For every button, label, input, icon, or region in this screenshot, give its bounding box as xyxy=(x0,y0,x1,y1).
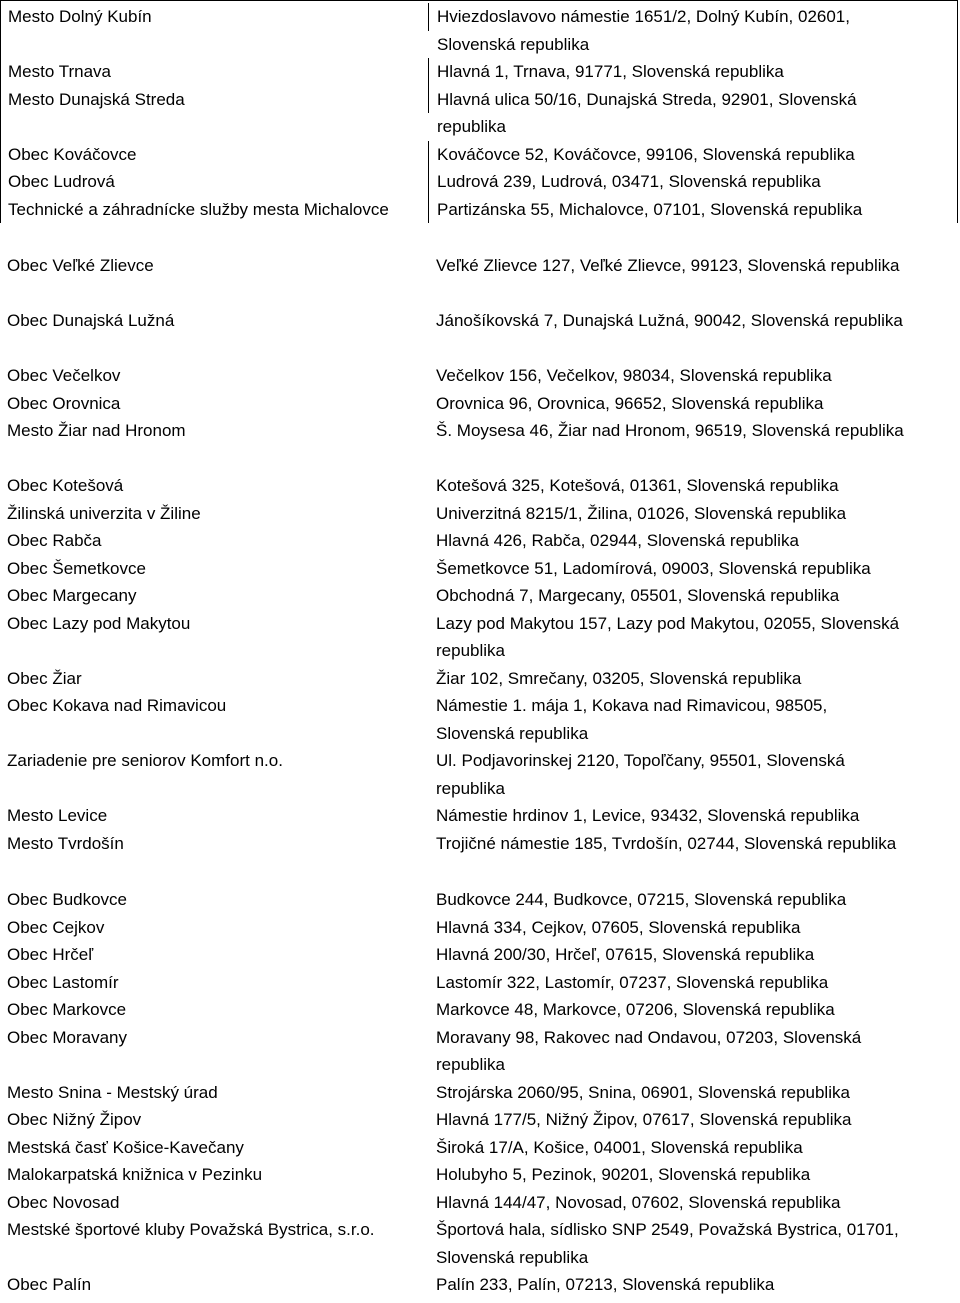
organization-address: Námestie 1. mája 1, Kokava nad Rimavicou, 98505, Slovenská republika xyxy=(436,696,828,743)
table-row xyxy=(1,196,957,224)
table-row xyxy=(0,1216,958,1271)
table-row xyxy=(0,692,958,747)
organization-address: Hlavná 144/47, Novosad, 07602, Slovenská republika xyxy=(436,1192,841,1212)
organization-name: Obec Hrčeľ xyxy=(7,945,94,964)
organization-name: Malokarpatská knižnica v Pezinku xyxy=(7,1165,263,1184)
table-row xyxy=(0,390,958,418)
organization-address: Kováčovce 52, Kováčovce, 99106, Slovenská republika xyxy=(437,144,855,164)
organization-name: Mesto Dunajská Streda xyxy=(1,86,429,114)
organization-address: Šemetkovce 51, Ladomírová, 09003, Slovenská republika xyxy=(436,558,871,578)
table-row xyxy=(1,3,957,58)
organization-name: Obec Šemetkovce xyxy=(7,558,146,578)
organization-address: Obchodná 7, Margecany, 05501, Slovenská republika xyxy=(436,586,840,605)
table-row xyxy=(0,1079,958,1107)
address-group xyxy=(0,886,958,1299)
table-row xyxy=(0,472,958,500)
organization-address: Partizánska 55, Michalovce, 07101, Slovenská republika xyxy=(437,199,863,219)
organization-name: Mesto Levice xyxy=(7,806,108,825)
table-row xyxy=(0,610,958,665)
table-row xyxy=(0,555,958,583)
table-row xyxy=(0,362,958,390)
organization-address: Budkovce 244, Budkovce, 07215, Slovenská republika xyxy=(436,890,847,909)
table-row xyxy=(1,86,957,141)
organization-name: Mesto Žiar nad Hronom xyxy=(7,421,186,440)
organization-name: Mesto Tvrdošín xyxy=(7,833,124,853)
organization-address: Hlavná 426, Rabča, 02944, Slovenská republika xyxy=(436,531,799,550)
organization-address: Moravany 98, Rakovec nad Ondavou, 07203, Slovenská republika xyxy=(436,1027,862,1074)
organization-name: Obec Cejkov xyxy=(7,917,105,937)
organization-name: Obec Kotešová xyxy=(7,476,124,495)
table-row xyxy=(0,500,958,528)
table-row xyxy=(0,527,958,555)
organization-name: Obec Markovce xyxy=(7,1000,127,1019)
table-row xyxy=(0,582,958,610)
table-row xyxy=(0,830,958,858)
organization-name: Obec Budkovce xyxy=(7,890,128,909)
organization-address: Holubyho 5, Pezinok, 90201, Slovenská republika xyxy=(436,1165,811,1184)
table-row xyxy=(0,1271,958,1299)
organization-name: Obec Margecany xyxy=(7,586,137,605)
organization-address: Hlavná 177/5, Nižný Žipov, 07617, Slovenská republika xyxy=(436,1110,852,1129)
organization-address: Orovnica 96, Orovnica, 96652, Slovenská republika xyxy=(436,393,824,413)
address-group xyxy=(0,307,958,335)
organization-name: Obec Žiar xyxy=(7,668,82,688)
organization-name: Mesto Snina - Mestský úrad xyxy=(7,1082,218,1102)
organization-address: Námestie hrdinov 1, Levice, 93432, Slovenská republika xyxy=(436,806,860,825)
organization-address: Jánošíkovská 7, Dunajská Lužná, 90042, Slovenská republika xyxy=(436,311,903,330)
table-row xyxy=(0,1106,958,1134)
address-group xyxy=(0,252,958,280)
organization-name: Obec Lazy pod Makytou xyxy=(7,613,191,633)
organization-address: Kotešová 325, Kotešová, 01361, Slovenská republika xyxy=(436,476,839,495)
table-row xyxy=(0,252,958,280)
organization-address: Ludrová 239, Ludrová, 03471, Slovenská republika xyxy=(437,172,821,191)
organization-address: Športová hala, sídlisko SNP 2549, Považská Bystrica, 01701, Slovenská republika xyxy=(436,1220,899,1267)
organization-name: Obec Novosad xyxy=(7,1192,120,1212)
organization-address: Široká 17/A, Košice, 04001, Slovenská republika xyxy=(436,1137,803,1157)
address-table-bordered xyxy=(0,0,958,223)
organization-address: Š. Moysesa 46, Žiar nad Hronom, 96519, Slovenská republika xyxy=(436,421,904,440)
table-row xyxy=(0,417,958,445)
organization-address: Trojičné námestie 185, Tvrdošín, 02744, Slovenská republika xyxy=(436,833,897,853)
organization-name: Obec Dunajská Lužná xyxy=(7,311,175,330)
organization-address: Ul. Podjavorinskej 2120, Topoľčany, 95501, Slovenská republika xyxy=(436,751,845,798)
organization-name: Obec Kokava nad Rimavicou xyxy=(7,696,227,715)
organization-address: Lazy pod Makytou 157, Lazy pod Makytou, 02055, Slovenská republika xyxy=(436,613,900,660)
table-row xyxy=(0,747,958,802)
table-row xyxy=(0,802,958,830)
table-row xyxy=(0,914,958,942)
organization-address: Strojárska 2060/95, Snina, 06901, Slovenská republika xyxy=(436,1082,850,1102)
organization-address: Hviezdoslavovo námestie 1651/2, Dolný Kubín, 02601, Slovenská republika xyxy=(437,7,850,54)
table-row xyxy=(0,886,958,914)
organization-address: Hlavná 334, Cejkov, 07605, Slovenská republika xyxy=(436,917,801,937)
organization-address: Hlavná 200/30, Hrčeľ, 07615, Slovenská republika xyxy=(436,945,815,964)
organization-address: Palín 233, Palín, 07213, Slovenská republika xyxy=(436,1275,775,1294)
table-row xyxy=(1,141,957,169)
organization-name: Obec Palín xyxy=(7,1275,92,1294)
organization-name: Žilinská univerzita v Žiline xyxy=(7,503,201,523)
organization-address: Hlavná 1, Trnava, 91771, Slovenská republika xyxy=(437,62,784,81)
organization-name: Mestská časť Košice-Kavečany xyxy=(7,1137,244,1157)
table-row xyxy=(0,665,958,693)
organization-address: Markovce 48, Markovce, 07206, Slovenská republika xyxy=(436,1000,835,1019)
organization-name: Obec Nižný Žipov xyxy=(7,1110,142,1129)
table-row xyxy=(0,307,958,335)
table-row xyxy=(1,58,957,86)
organization-name: Obec Večelkov xyxy=(7,366,121,385)
organization-name: Mesto Dolný Kubín xyxy=(1,3,429,31)
organization-name: Obec Orovnica xyxy=(7,393,121,413)
organization-name: Mestské športové kluby Považská Bystrica, s.r.o. xyxy=(7,1220,375,1239)
organization-name: Obec Moravany xyxy=(7,1027,127,1047)
address-group xyxy=(0,362,958,445)
table-row xyxy=(0,1161,958,1189)
organization-name: Zariadenie pre seniorov Komfort n.o. xyxy=(7,751,283,770)
table-row xyxy=(0,996,958,1024)
address-group xyxy=(0,472,958,857)
organization-name: Obec Kováčovce xyxy=(1,141,429,169)
organization-name: Obec Lastomír xyxy=(7,972,119,992)
organization-address: Žiar 102, Smrečany, 03205, Slovenská republika xyxy=(436,668,802,688)
table-row xyxy=(0,1134,958,1162)
organization-address: Veľké Zlievce 127, Veľké Zlievce, 99123, Slovenská republika xyxy=(436,256,900,275)
organization-name: Mesto Trnava xyxy=(1,58,429,86)
organization-name: Obec Veľké Zlievce xyxy=(7,256,154,275)
organization-address: Večelkov 156, Večelkov, 98034, Slovenská republika xyxy=(436,366,832,385)
organization-name: Obec Rabča xyxy=(7,531,102,550)
organization-address: Univerzitná 8215/1, Žilina, 01026, Slovenská republika xyxy=(436,503,847,523)
organization-name: Obec Ludrová xyxy=(1,168,429,196)
organization-address: Lastomír 322, Lastomír, 07237, Slovenská republika xyxy=(436,972,829,992)
organization-address: Hlavná ulica 50/16, Dunajská Streda, 92901, Slovenská republika xyxy=(437,89,857,136)
table-row xyxy=(0,1189,958,1217)
organization-name: Technické a záhradnícke služby mesta Michalovce xyxy=(1,196,429,224)
table-row xyxy=(1,168,957,196)
table-row xyxy=(0,1024,958,1079)
table-row xyxy=(0,941,958,969)
table-row xyxy=(0,969,958,997)
